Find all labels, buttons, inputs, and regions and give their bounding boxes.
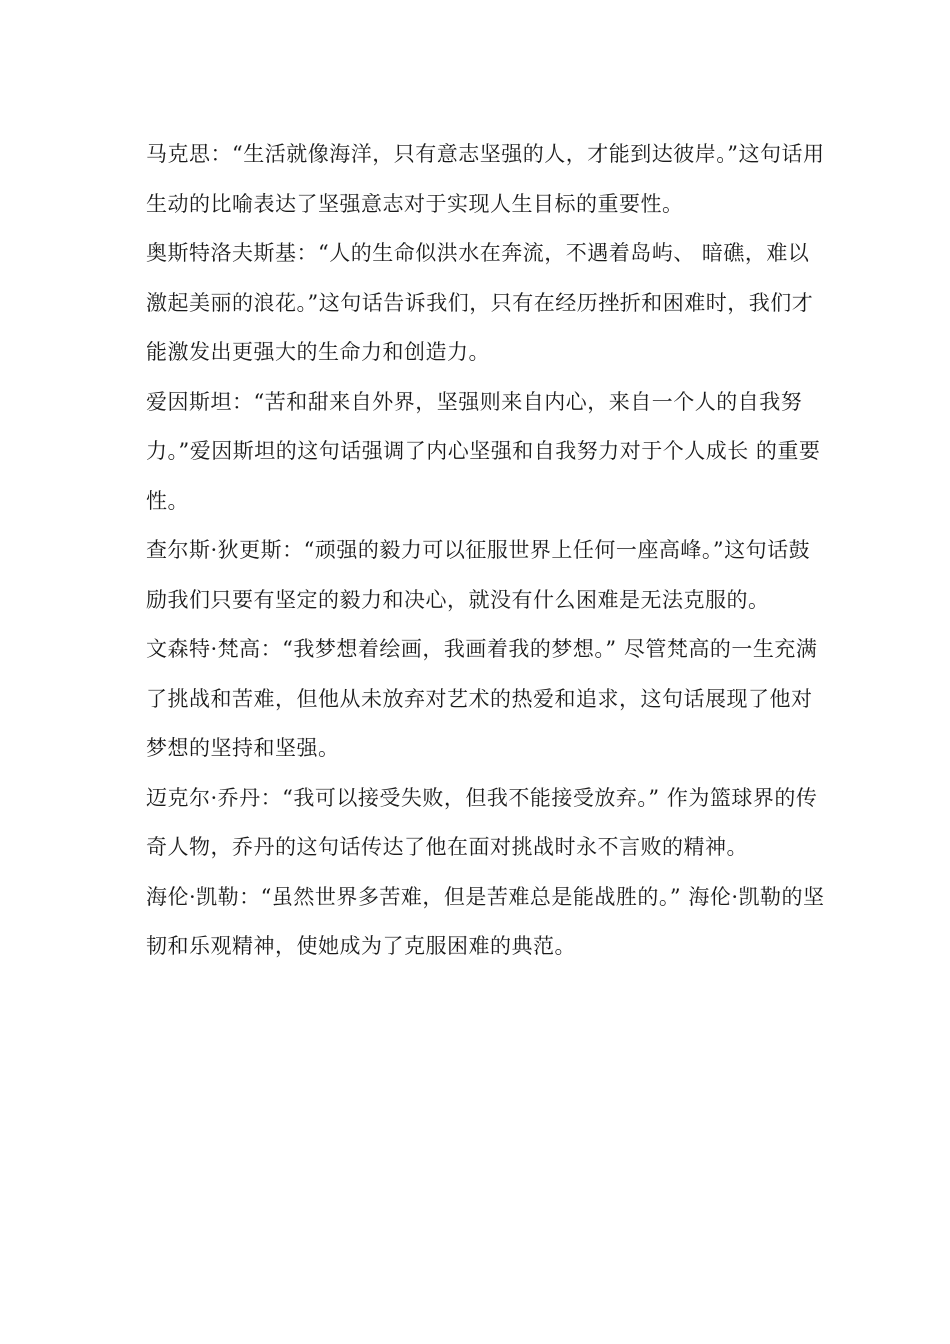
paragraph-keller: 海伦·凯勒：“虽然世界多苦难，但是苦难总是能战胜的。” 海伦·凯勒的坚韧和乐观精神，使她成为了克服困难的典范。 [146, 884, 825, 958]
paragraph-dickens: 查尔斯·狄更斯：“顽强的毅力可以征服世界上任何一座高峰。”这句话鼓励我们只要有坚定的毅力和决心，就没有什么困难是无法克服的。 [146, 538, 811, 612]
paragraph-einstein: 爱因斯坦：“苦和甜来自外界，坚强则来自内心，来自一个人的自我努力。”爱因斯坦的这句话强调了内心坚强和自我努力对于个人成长 的重要性。 [146, 389, 821, 513]
paragraph-ostrovsky: 奥斯特洛夫斯基：“人的生命似洪水在奔流，不遇着岛屿、 暗礁，难以激起美丽的浪花。”这句话告诉我们，只有在经历挫折和困难时，我们才能激发出更强大的生命力和创造力。 [146, 241, 814, 364]
paragraph-van-gogh: 文森特·梵高：“我梦想着绘画，我画着我的梦想。” 尽管梵高的一生充满了挑战和苦难，但他从未放弃对艺术的热爱和追求，这句话展现了他对梦想的坚持和坚强。 [146, 637, 818, 760]
paragraph-jordan: 迈克尔·乔丹：“我可以接受失败，但我不能接受放弃。” 作为篮球界的传奇人物，乔丹的这句话传达了他在面对挑战时永不言败的精神。 [146, 785, 818, 859]
document-body [146, 130, 826, 972]
paragraph-marx: 马克思：“生活就像海洋，只有意志坚强的人，才能到达彼岸。”这句话用生动的比喻表达了坚强意志对于实现人生目标的重要性。 [146, 142, 825, 216]
